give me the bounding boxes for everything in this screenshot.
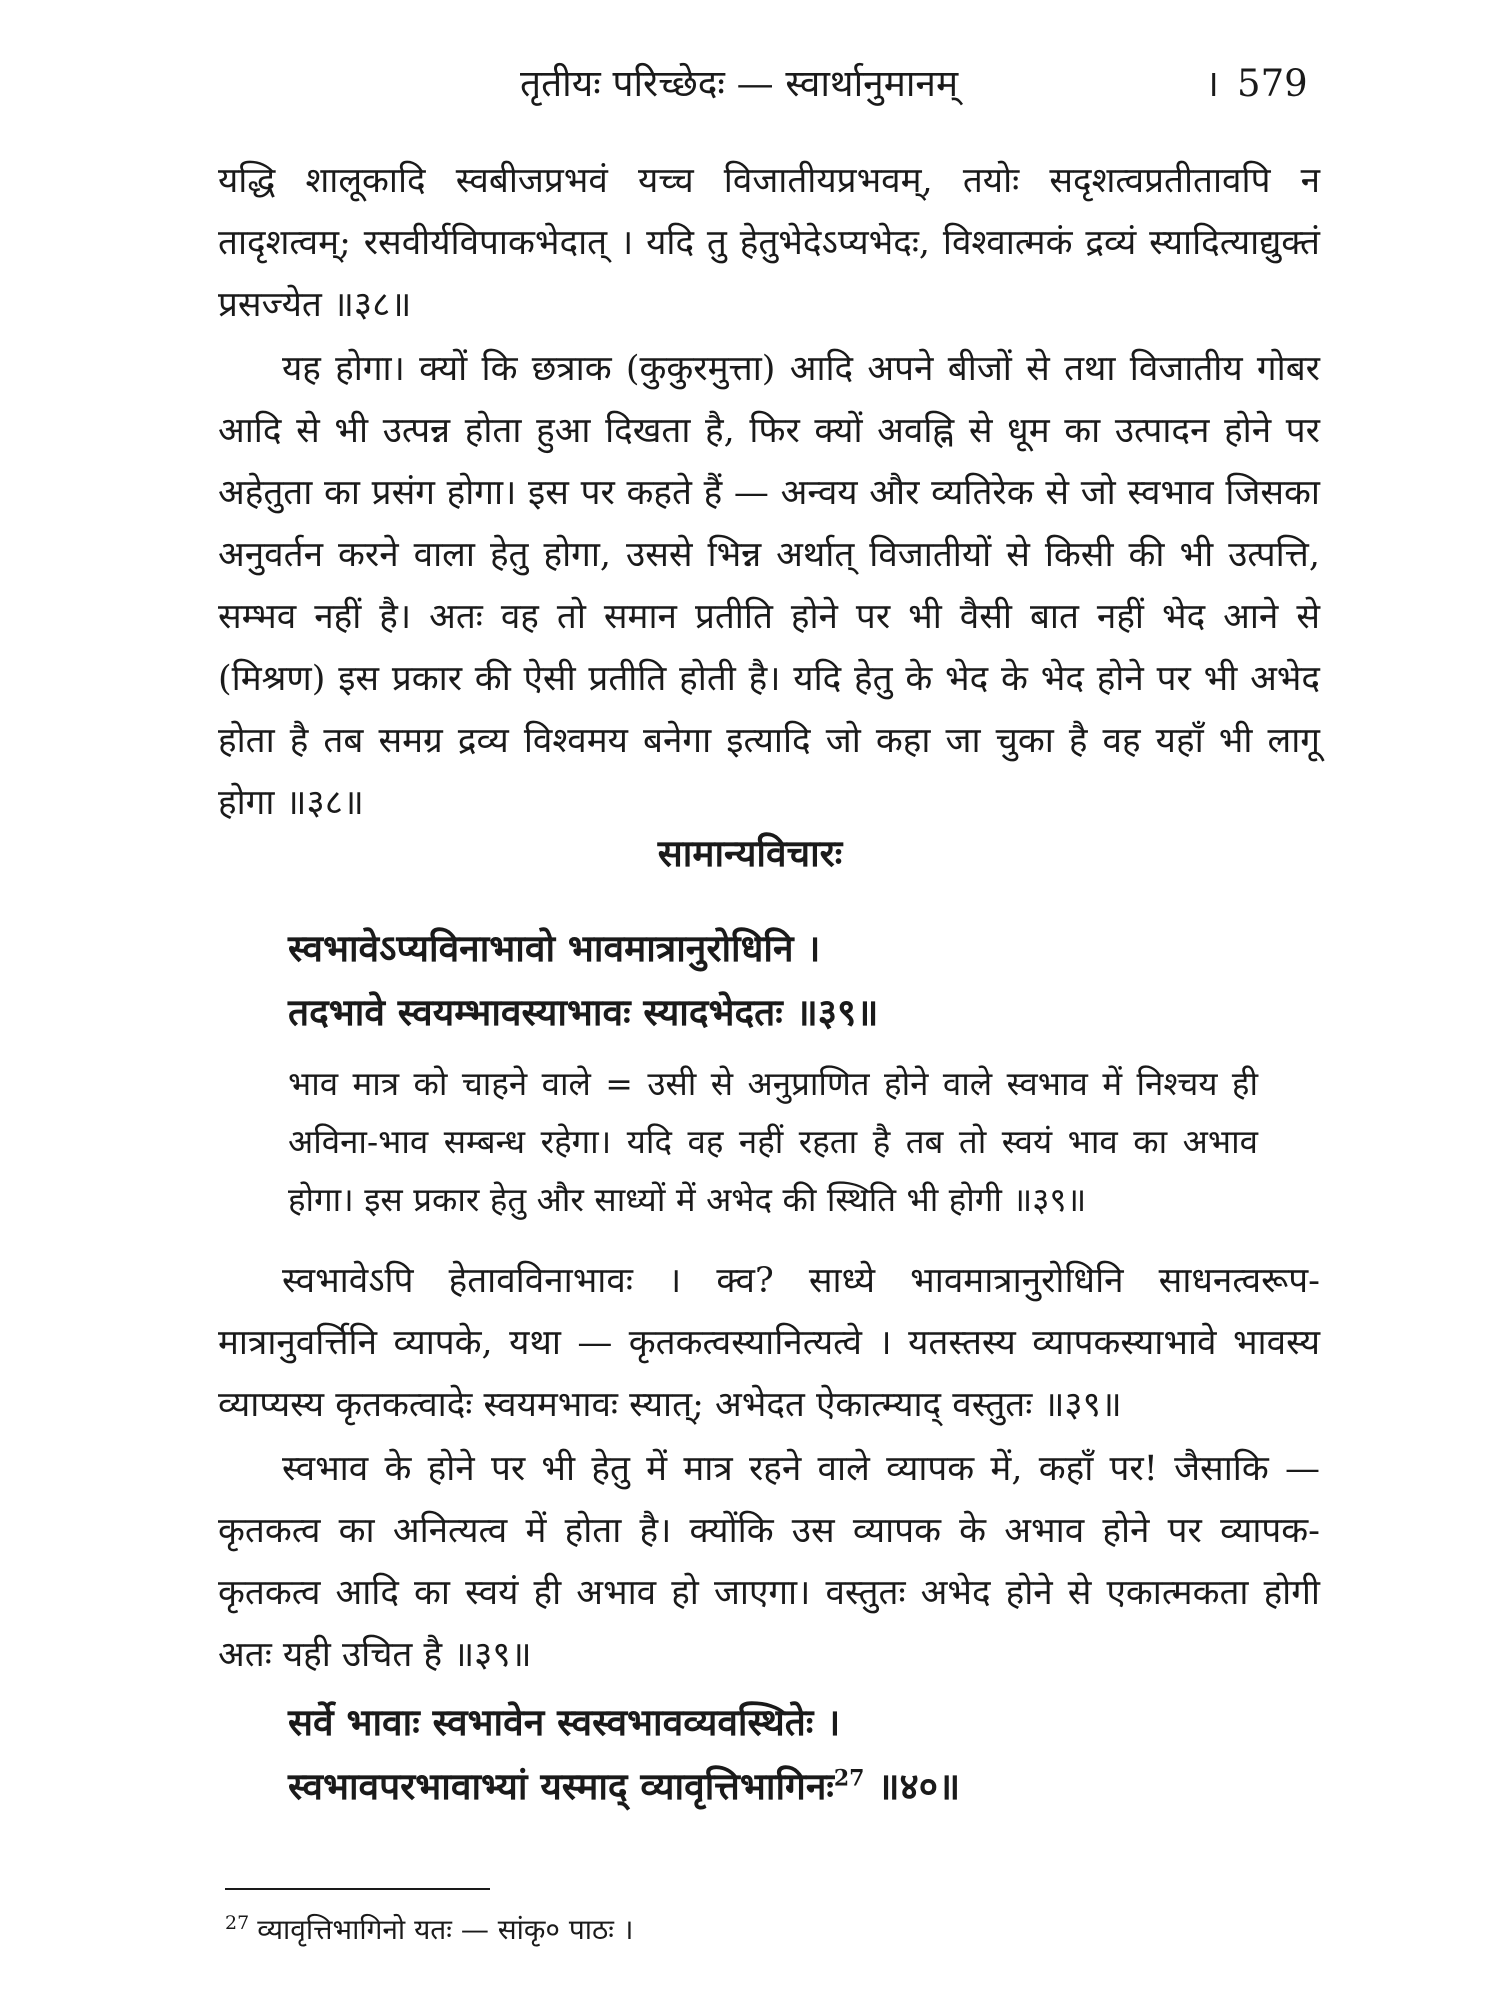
- verse-39-translation: भाव मात्र को चाहने वाले = उसी से अनुप्राणित होने वाले स्वभाव में निश्चय ही अविना-भाव सम्बन्ध रहेगा। यदि वह नहीं रहता है तब तो स्वयं भाव का अभाव होगा। इस प्रकार हेतु और साध्यों में अभेद की स्थिति भी होगी ॥३९॥: [288, 1064, 1258, 1219]
- verse-40-line-2: [288, 1754, 960, 1818]
- footnote: [225, 1912, 633, 1948]
- page-number: 579: [1237, 62, 1308, 105]
- page-number-block: [1205, 62, 1308, 106]
- footnote-text: व्यावृत्तिभागिनो यतः — सांकृ० पाठः ।: [257, 1913, 634, 1946]
- verse-40-number: ॥४०॥: [864, 1764, 961, 1808]
- hindi-commentary-38: यह होगा। क्यों कि छत्राक (कुकुरमुत्ता) आदि अपने बीजों से तथा विजातीय गोबर आदि से भी उत्पन्न होता हुआ दिखता है, फिर क्यों अवह्नि से धूम का उत्पादन होने पर अहेतुता का प्रसंग होगा। इस पर कहते हैं — अन्वय और व्यतिरेक से जो स्वभाव जिसका अनुवर्तन करने वाला हेतु होगा, उससे भिन्न अर्थात् विजातीयों से किसी की भी उत्पत्ति, सम्भव नहीं है। अतः वह तो समान प्रतीति होने पर भी वैसी बात नहीं भेद आने से (मिश्रण) इस प्रकार की ऐसी प्रतीति होती है। यदि हेतु के भेद के भेद होने पर भी अभेद होता है तब समग्र द्रव्य विश्वमय बनेगा इत्यादि जो कहा जा चुका है वह यहाँ भी लागू होगा ॥३८॥: [218, 349, 1320, 823]
- sanskrit-commentary-39: स्वभावेऽपि हेतावविनाभावः । क्व? साध्ये भावमात्रानुरोधिनि साधनत्वरूप-मात्रानुवर्त्तिनि व्यापके, यथा — कृतकत्वस्यानित्यत्वे । यतस्तस्य व्यापकस्याभावे भावस्य व्याप्यस्य कृतकत्वादेः स्वयमभावः स्यात्; अभेदत ऐकात्म्याद् वस्तुतः ॥३९॥: [218, 1261, 1320, 1425]
- verse-39-line-1: स्वभावेऽप्यविनाभावो भावमात्रानुरोधिनि ।: [288, 926, 821, 970]
- verse-40: [288, 1690, 960, 1818]
- header-separator: ।: [1205, 62, 1220, 105]
- verse-40-line-2-text: स्वभावपरभावाभ्यां यस्माद् व्यावृत्तिभागिनः: [288, 1764, 834, 1808]
- section-heading: सामान्यविचारः: [657, 831, 843, 875]
- verse-40-line-1: सर्वे भावाः स्वभावेन स्वस्वभावव्यवस्थितेः ।: [288, 1700, 841, 1744]
- verse-39: [288, 916, 878, 1044]
- footnote-reference[interactable]: 27: [833, 1765, 865, 1792]
- footnote-divider: [225, 1888, 490, 1890]
- sanskrit-commentary-38: यद्धि शालूकादि स्वबीजप्रभवं यच्च विजातीयप्रभवम्, तयोः सदृशत्वप्रतीतावपि न तादृशत्वम्; रसवीर्यविपाकभेदात् । यदि तु हेतुभेदेऽप्यभेदः, विश्वात्मकं द्रव्यं स्यादित्याद्युक्तं प्रसज्येत ॥३८॥: [218, 161, 1320, 325]
- hindi-commentary-39: स्वभाव के होने पर भी हेतु में मात्र रहने वाले व्यापक में, कहाँ पर! जैसाकि — कृतकत्व का अनित्यत्व में होता है। क्योंकि उस व्यापक के अभाव होने पर व्यापक-कृतकत्व आदि का स्वयं ही अभाव हो जाएगा। वस्तुतः अभेद होने से एकात्मकता होगी अतः यही उचित है ॥३९॥: [218, 1449, 1320, 1675]
- running-title: तृतीयः परिच्छेदः — स्वार्थानुमानम्: [520, 62, 959, 105]
- verse-39-line-2: तदभावे स्वयम्भावस्याभावः स्यादभेदतः ॥३९॥: [288, 990, 879, 1034]
- footnote-marker: 27: [225, 1911, 250, 1934]
